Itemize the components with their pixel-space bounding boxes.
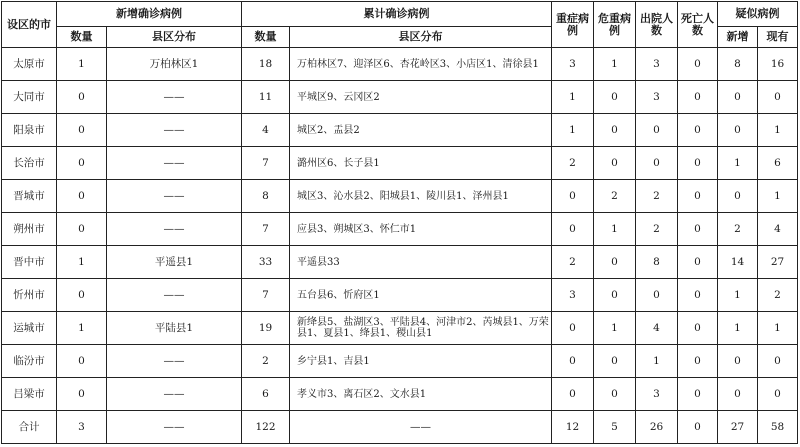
discharged-cell: 1 — [636, 345, 678, 378]
new-distribution-cell: 平陆县1 — [107, 312, 242, 345]
severe-cell: 1 — [552, 114, 594, 147]
severe-cell: 0 — [552, 345, 594, 378]
new-count-cell: 1 — [57, 312, 107, 345]
header-total-confirmed: 累计确诊病例 — [242, 2, 552, 27]
header-deaths: 死亡人数 — [678, 2, 718, 48]
table-row — [2, 279, 798, 312]
header-suspected-new: 新增 — [718, 27, 758, 48]
new-count-cell: 0 — [57, 114, 107, 147]
table-row — [2, 114, 798, 147]
suspected-current-cell: 1 — [758, 180, 798, 213]
critical-cell: 0 — [594, 279, 636, 312]
new-distribution-cell: —— — [107, 279, 242, 312]
discharged-cell: 3 — [636, 378, 678, 411]
deaths-cell: 0 — [678, 246, 718, 279]
total-count-cell: 18 — [242, 48, 290, 81]
discharged-cell: 0 — [636, 279, 678, 312]
case-statistics-table-container — [1, 1, 797, 444]
suspected-new-cell: 2 — [718, 213, 758, 246]
new-count-cell: 0 — [57, 213, 107, 246]
total-count-cell: 33 — [242, 246, 290, 279]
severe-cell: 2 — [552, 246, 594, 279]
new-distribution-cell: 平遥县1 — [107, 246, 242, 279]
suspected-new-cell: 0 — [718, 378, 758, 411]
discharged-cell: 3 — [636, 48, 678, 81]
total-count-cell: 11 — [242, 81, 290, 114]
new-count-cell: 0 — [57, 180, 107, 213]
suspected-new-cell: 0 — [718, 114, 758, 147]
header-discharged: 出院人数 — [636, 2, 678, 48]
header-row-1 — [2, 2, 798, 27]
critical-cell: 1 — [594, 213, 636, 246]
total-count-cell: 2 — [242, 345, 290, 378]
city-cell: 太原市 — [2, 48, 57, 81]
critical-cell: 0 — [594, 81, 636, 114]
table-row — [2, 180, 798, 213]
severe-cell: 12 — [552, 411, 594, 444]
suspected-current-cell: 1 — [758, 114, 798, 147]
total-distribution-cell: 平城区9、云冈区2 — [290, 81, 552, 114]
suspected-current-cell: 0 — [758, 345, 798, 378]
suspected-current-cell: 16 — [758, 48, 798, 81]
deaths-cell: 0 — [678, 114, 718, 147]
suspected-new-cell: 1 — [718, 279, 758, 312]
discharged-cell: 2 — [636, 180, 678, 213]
city-cell: 运城市 — [2, 312, 57, 345]
new-distribution-cell: —— — [107, 378, 242, 411]
total-distribution-cell: 平遥县33 — [290, 246, 552, 279]
new-distribution-cell: —— — [107, 147, 242, 180]
discharged-cell: 4 — [636, 312, 678, 345]
city-cell: 阳泉市 — [2, 114, 57, 147]
discharged-cell: 26 — [636, 411, 678, 444]
new-distribution-cell: —— — [107, 81, 242, 114]
city-cell: 忻州市 — [2, 279, 57, 312]
total-distribution-cell: 五台县6、忻府区1 — [290, 279, 552, 312]
table-body — [2, 48, 798, 444]
table-row — [2, 213, 798, 246]
total-distribution-cell: 乡宁县1、吉县1 — [290, 345, 552, 378]
header-new-count: 数量 — [57, 27, 107, 48]
deaths-cell: 0 — [678, 81, 718, 114]
total-count-cell: 7 — [242, 213, 290, 246]
header-total-count: 数量 — [242, 27, 290, 48]
suspected-new-cell: 1 — [718, 147, 758, 180]
new-distribution-cell: —— — [107, 411, 242, 444]
case-statistics-table — [1, 1, 798, 444]
header-total-distribution: 县区分布 — [290, 27, 552, 48]
suspected-current-cell: 58 — [758, 411, 798, 444]
deaths-cell: 0 — [678, 279, 718, 312]
critical-cell: 0 — [594, 114, 636, 147]
critical-cell: 2 — [594, 180, 636, 213]
severe-cell: 0 — [552, 378, 594, 411]
city-cell: 晋中市 — [2, 246, 57, 279]
deaths-cell: 0 — [678, 213, 718, 246]
header-critical: 危重病例 — [594, 2, 636, 48]
severe-cell: 0 — [552, 180, 594, 213]
critical-cell: 0 — [594, 147, 636, 180]
suspected-new-cell: 27 — [718, 411, 758, 444]
total-distribution-cell: 新绛县5、盐湖区3、平陆县4、河津市2、芮城县1、万荣县1、夏县1、绛县1、稷山县1 — [290, 312, 552, 345]
new-distribution-cell: —— — [107, 213, 242, 246]
city-cell: 朔州市 — [2, 213, 57, 246]
deaths-cell: 0 — [678, 48, 718, 81]
discharged-cell: 0 — [636, 147, 678, 180]
total-count-cell: 6 — [242, 378, 290, 411]
new-count-cell: 1 — [57, 246, 107, 279]
discharged-cell: 0 — [636, 114, 678, 147]
suspected-new-cell: 8 — [718, 48, 758, 81]
severe-cell: 2 — [552, 147, 594, 180]
header-suspected: 疑似病例 — [718, 2, 798, 27]
header-new-distribution: 县区分布 — [107, 27, 242, 48]
suspected-new-cell: 0 — [718, 180, 758, 213]
table-row — [2, 81, 798, 114]
total-row — [2, 411, 798, 444]
suspected-current-cell: 27 — [758, 246, 798, 279]
new-count-cell: 0 — [57, 279, 107, 312]
city-cell: 吕梁市 — [2, 378, 57, 411]
city-cell: 长治市 — [2, 147, 57, 180]
suspected-current-cell: 4 — [758, 213, 798, 246]
deaths-cell: 0 — [678, 180, 718, 213]
deaths-cell: 0 — [678, 378, 718, 411]
severe-cell: 3 — [552, 279, 594, 312]
discharged-cell: 2 — [636, 213, 678, 246]
suspected-current-cell: 2 — [758, 279, 798, 312]
table-row — [2, 378, 798, 411]
total-count-cell: 8 — [242, 180, 290, 213]
total-count-cell: 19 — [242, 312, 290, 345]
city-cell: 合计 — [2, 411, 57, 444]
header-suspected-current: 现有 — [758, 27, 798, 48]
total-count-cell: 4 — [242, 114, 290, 147]
new-count-cell: 0 — [57, 81, 107, 114]
severe-cell: 0 — [552, 312, 594, 345]
table-row — [2, 246, 798, 279]
severe-cell: 0 — [552, 213, 594, 246]
table-row — [2, 48, 798, 81]
severe-cell: 1 — [552, 81, 594, 114]
total-distribution-cell: 孝义市3、离石区2、文水县1 — [290, 378, 552, 411]
table-row — [2, 345, 798, 378]
critical-cell: 0 — [594, 345, 636, 378]
suspected-current-cell: 0 — [758, 81, 798, 114]
header-city: 设区的市 — [2, 2, 57, 48]
new-count-cell: 1 — [57, 48, 107, 81]
suspected-current-cell: 1 — [758, 312, 798, 345]
table-row — [2, 312, 798, 345]
total-distribution-cell: 潞州区6、长子县1 — [290, 147, 552, 180]
total-count-cell: 122 — [242, 411, 290, 444]
critical-cell: 0 — [594, 246, 636, 279]
critical-cell: 5 — [594, 411, 636, 444]
discharged-cell: 3 — [636, 81, 678, 114]
total-distribution-cell: 城区3、沁水县2、阳城县1、陵川县1、泽州县1 — [290, 180, 552, 213]
new-count-cell: 0 — [57, 147, 107, 180]
critical-cell: 1 — [594, 48, 636, 81]
new-distribution-cell: —— — [107, 180, 242, 213]
severe-cell: 3 — [552, 48, 594, 81]
total-distribution-cell: —— — [290, 411, 552, 444]
new-distribution-cell: 万柏林区1 — [107, 48, 242, 81]
discharged-cell: 8 — [636, 246, 678, 279]
table-row — [2, 147, 798, 180]
critical-cell: 1 — [594, 312, 636, 345]
total-distribution-cell: 万柏林区7、迎泽区6、杏花岭区3、小店区1、清徐县1 — [290, 48, 552, 81]
new-distribution-cell: —— — [107, 345, 242, 378]
deaths-cell: 0 — [678, 147, 718, 180]
suspected-current-cell: 0 — [758, 378, 798, 411]
city-cell: 晋城市 — [2, 180, 57, 213]
header-new-confirmed: 新增确诊病例 — [57, 2, 242, 27]
new-count-cell: 0 — [57, 378, 107, 411]
deaths-cell: 0 — [678, 345, 718, 378]
suspected-new-cell: 0 — [718, 345, 758, 378]
suspected-new-cell: 14 — [718, 246, 758, 279]
total-count-cell: 7 — [242, 147, 290, 180]
total-distribution-cell: 应县3、朔城区3、怀仁市1 — [290, 213, 552, 246]
suspected-new-cell: 0 — [718, 81, 758, 114]
deaths-cell: 0 — [678, 312, 718, 345]
city-cell: 大同市 — [2, 81, 57, 114]
city-cell: 临汾市 — [2, 345, 57, 378]
total-count-cell: 7 — [242, 279, 290, 312]
deaths-cell: 0 — [678, 411, 718, 444]
critical-cell: 0 — [594, 378, 636, 411]
new-distribution-cell: —— — [107, 114, 242, 147]
total-distribution-cell: 城区2、盂县2 — [290, 114, 552, 147]
suspected-current-cell: 6 — [758, 147, 798, 180]
new-count-cell: 3 — [57, 411, 107, 444]
suspected-new-cell: 1 — [718, 312, 758, 345]
new-count-cell: 0 — [57, 345, 107, 378]
header-severe: 重症病例 — [552, 2, 594, 48]
